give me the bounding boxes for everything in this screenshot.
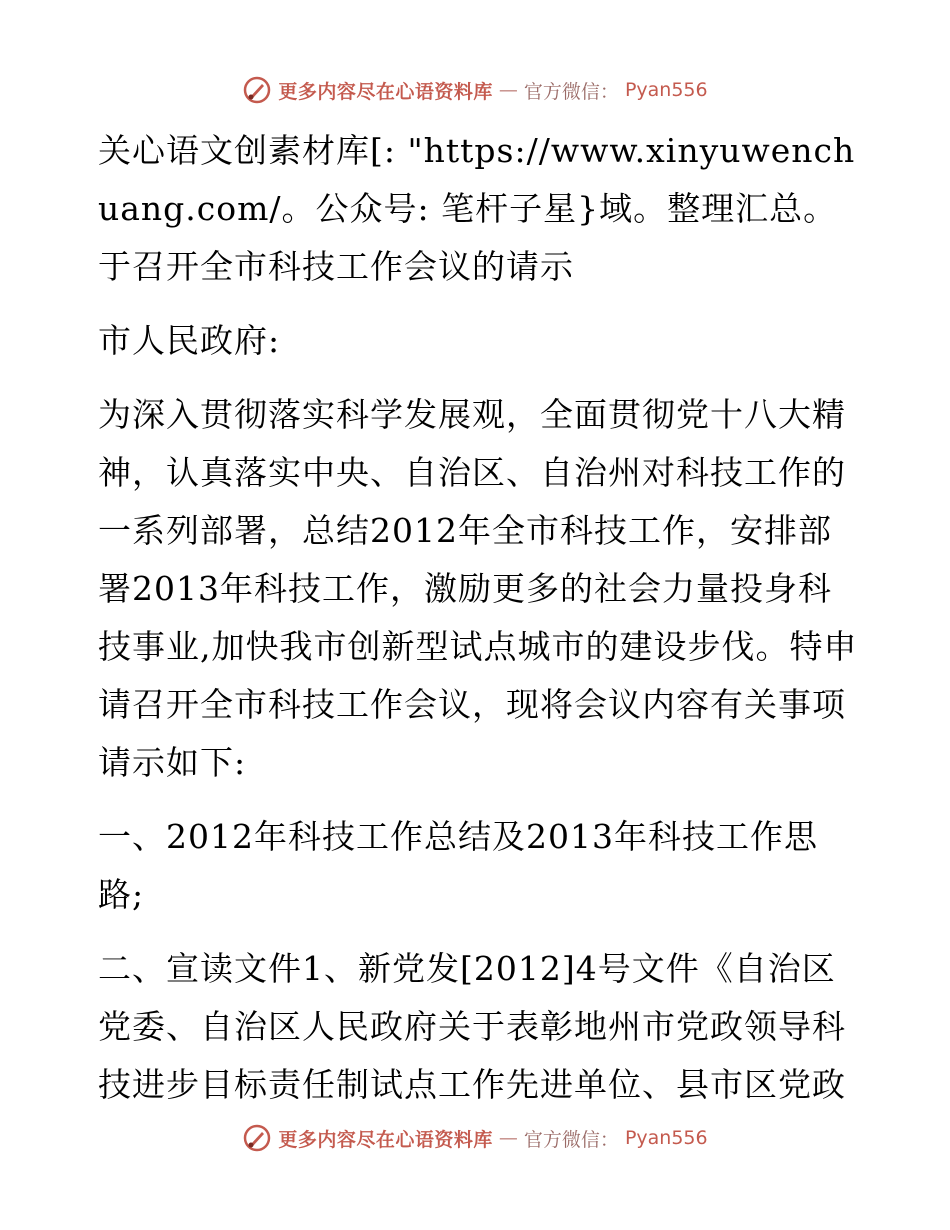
body-paragraph-item-1: 一、2012年科技工作总结及2013年科技工作思路; [98,817,818,914]
watermark-id-text: Pyan556 [624,1127,708,1149]
watermark-id-text: Pyan556 [624,79,708,101]
body-paragraph-intro: 为深入贯彻落实科学发展观，全面贯彻党十八大精神，认真落实中央、自治区、自治州对科技工作的一系列部署，总结2012年全市科技工作，安排部署2013年科技工作，激励更多的社会力量投身科技事业,加快我市创新型试点城市的建设步伐。特申请召开全市科技工作会议，现将会议内容有关事项请示如下: [98,395,858,782]
watermark-main-text: 更多内容尽在心语资料库 [278,80,493,103]
document-title-paragraph: 关心语文创素材库[: "https://www.xinyuwenchuang.com/。公众号: 笔杆子星}域。整理汇总。于召开全市科技工作会议的请示 [98,131,856,286]
watermark-header [0,70,950,110]
brush-logo-icon [242,75,272,105]
watermark-sub-text: 官方微信： [523,1128,619,1151]
watermark-dash: — [498,1127,518,1149]
watermark-dash: — [498,79,518,101]
watermark-footer [0,1118,950,1158]
document-body [98,122,858,1114]
body-paragraph-item-2: 二、宣读文件1、新党发[2012]4号文件《自治区党委、自治区人民政府关于表彰地州市党政领导科技进步目标责任制试点工作先进单位、县市区党政 [98,949,846,1104]
watermark-main-text: 更多内容尽在心语资料库 [278,1128,493,1151]
watermark-sub-text: 官方微信： [523,80,619,103]
brush-logo-icon [242,1123,272,1153]
salutation-paragraph: 市人民政府: [98,321,281,360]
